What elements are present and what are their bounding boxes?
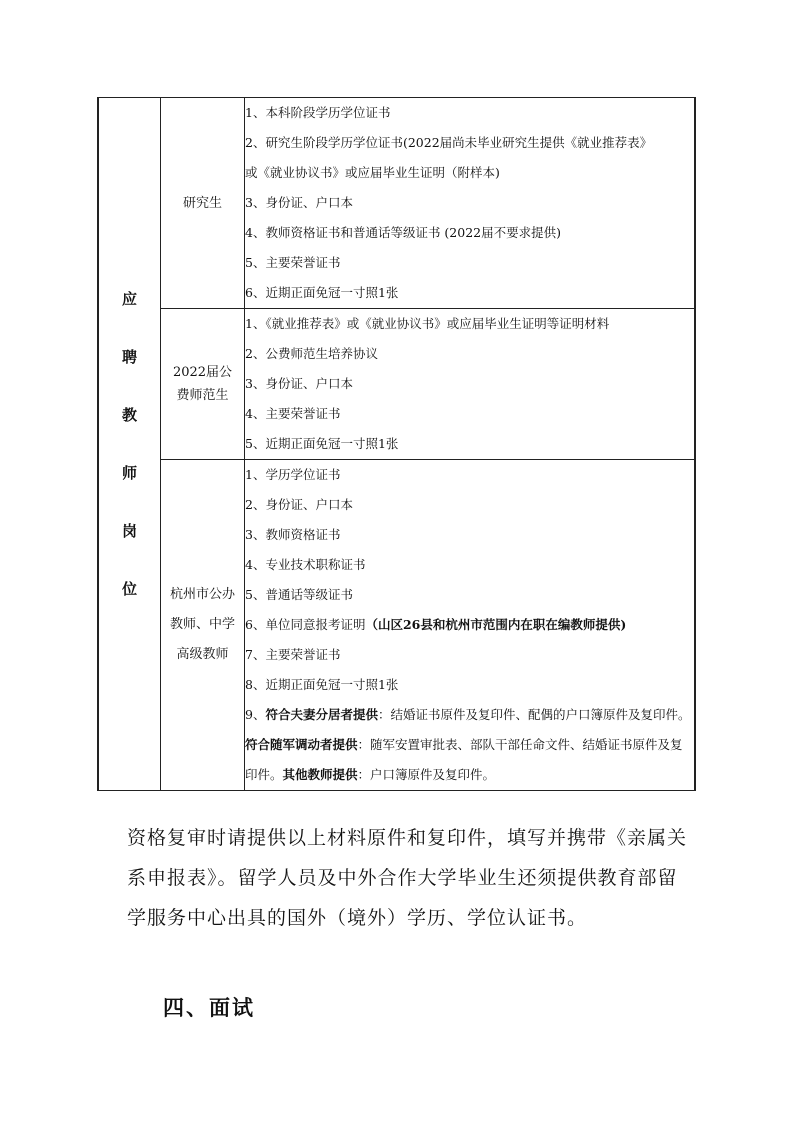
list-item: 或《就业协议书》或应届毕业生证明（附样本) (245, 165, 500, 180)
section-row-graduate (98, 98, 695, 309)
category-text: 2022届公费师范生 (172, 365, 233, 403)
list-item: 2、公费师范生培养协议 (245, 346, 378, 361)
list-item: 1、《就业推荐表》或《就业协议书》或应届毕业生证明等证明材料 (245, 316, 610, 331)
section-heading: 四、面试 (163, 996, 255, 1020)
list-item-9: 9、符合夫妻分居者提供：结婚证书原件及复印件、配偶的户口簿原件及复印件。符合随军调动者提供：随军安置审批表、部队干部任命文件、结婚证书原件及复印件。其他教师提供：户口簿原件及复印件。 (245, 707, 691, 782)
list-item: 1、学历学位证书 (245, 467, 341, 482)
side-label-char: 教 (121, 406, 137, 424)
list-item: 4、主要荣誉证书 (245, 406, 341, 421)
list-item: 3、身份证、户口本 (245, 376, 353, 391)
category-text: 杭州市公办教师、中学高级教师 (169, 587, 235, 662)
list-item: 2、身份证、户口本 (245, 497, 353, 512)
list-item: 5、近期正面免冠一寸照1张 (245, 436, 399, 451)
materials-table (97, 97, 696, 791)
side-label-char: 聘 (121, 348, 137, 366)
items-hangzhou-teacher (245, 460, 696, 791)
list-item: 6、近期正面免冠一寸照1张 (245, 285, 399, 300)
list-item: 1、本科阶段学历学位证书 (245, 105, 391, 120)
list-item: 5、普通话等级证书 (245, 587, 353, 602)
side-label-char: 岗 (121, 522, 137, 540)
list-item: 2、研究生阶段学历学位证书(2022届尚未毕业研究生提供《就业推荐表》 (245, 135, 653, 150)
section-row-hangzhou-teacher (98, 460, 695, 791)
category-hangzhou-teacher (161, 460, 245, 791)
list-item: 3、身份证、户口本 (245, 195, 353, 210)
list-item: 5、主要荣誉证书 (245, 255, 341, 270)
side-label-char: 应 (121, 290, 137, 308)
side-label-char: 位 (121, 580, 137, 598)
list-item: 3、教师资格证书 (245, 527, 341, 542)
category-public-normal (161, 309, 245, 460)
notice-paragraph: 资格复审时请提供以上材料原件和复印件，填写并携带《亲属关系申报表》。留学人员及中外合作大学毕业生还须提供教育部留学服务中心出具的国外（境外）学历、学位认证书。 (127, 827, 688, 929)
list-item: 4、教师资格证书和普通话等级证书 (2022届不要求提供) (245, 225, 561, 240)
section-row-public-normal (98, 309, 695, 460)
list-item: 8、近期正面免冠一寸照1张 (245, 677, 399, 692)
side-label-cell (98, 98, 161, 791)
list-item: 4、专业技术职称证书 (245, 557, 366, 572)
items-public-normal (245, 309, 696, 460)
items-graduate (245, 98, 696, 309)
category-graduate: 研究生 (161, 98, 245, 309)
list-item: 7、主要荣誉证书 (245, 647, 341, 662)
list-item-6: 6、单位同意报考证明（山区26县和杭州市范围内在职在编教师提供) (245, 617, 627, 632)
side-label-char: 师 (121, 464, 137, 482)
